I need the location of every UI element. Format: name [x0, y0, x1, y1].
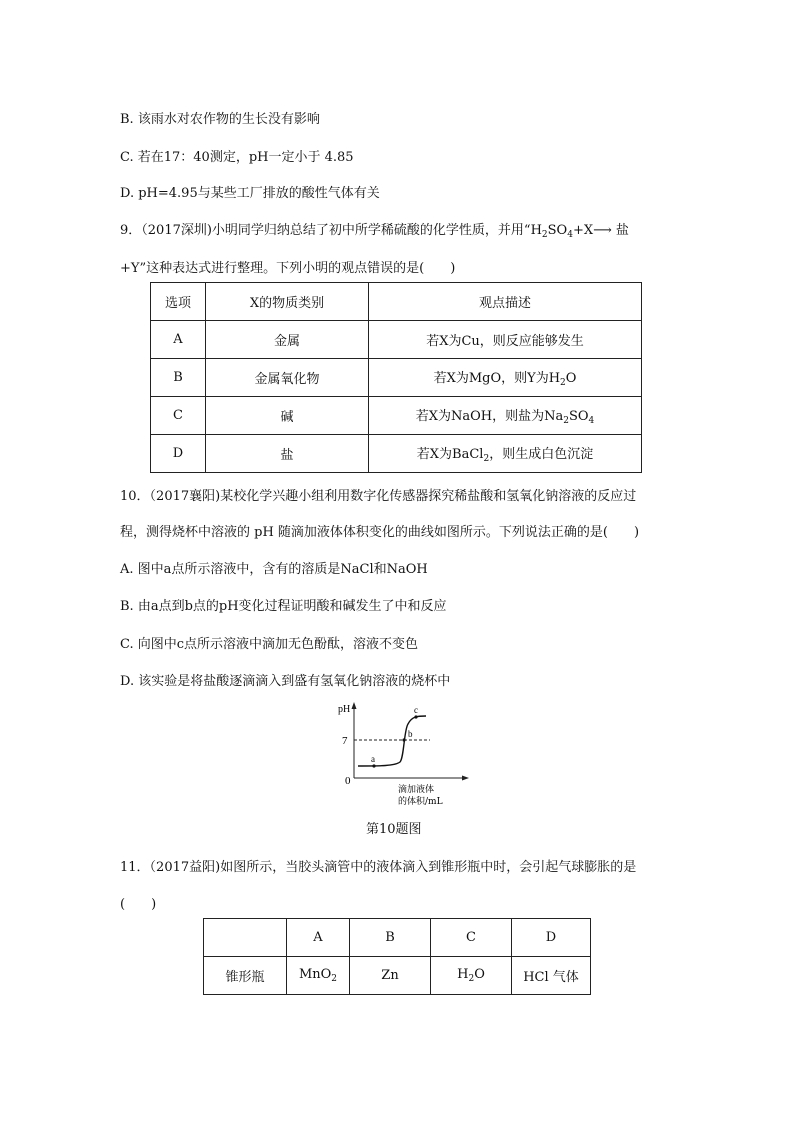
table-row: B 金属氧化物 若X为MgO，则Y为$H_2O$ — [151, 359, 642, 397]
ph-curve-figure — [330, 700, 470, 810]
header-option: 选项 — [151, 283, 206, 321]
option-q10-d: D. 该实验是将盐酸逐滴滴入到盛有氢氧化钠溶液的烧杯中 — [120, 674, 451, 689]
y-axis-arrow — [352, 702, 357, 709]
origin-label: 0 — [345, 775, 351, 787]
ph-curve — [358, 716, 426, 766]
point-a — [372, 764, 375, 767]
q10-stem-line1: 10．（2017襄阳)某校化学兴趣小组利用数字化传感器探究稀盐酸和氢氧化钠溶液的反应过 — [120, 489, 637, 504]
q9-stem-line1: 9．（2017深圳)小明同学归纳总结了初中所学稀硫酸的化学性质，并用“$H_2SO_4+X⟶$ 盐 — [120, 223, 629, 240]
label-c: c — [414, 705, 418, 715]
header-category: X的物质类别 — [206, 283, 369, 321]
q11-stem-line1: 11．（2017益阳)如图所示，当胶头滴管中的液体滴入到锥形瓶中时，会引起气球膨胀的是 — [120, 860, 637, 875]
point-c — [414, 715, 417, 718]
x-axis-label-1: 滴加液体 — [398, 785, 435, 795]
q10-stem-line2: 程，测得烧杯中溶液的 pH 随滴加液体体积变化的曲线如图所示。下列说法正确的是( ) — [120, 525, 640, 540]
option-q10-b: B. 由a点到b点的pH变化过程证明酸和碱发生了中和反应 — [120, 599, 447, 614]
label-b: b — [408, 729, 413, 739]
option-q10-c: C. 向图中c点所示溶液中滴加无色酚酞，溶液不变色 — [120, 637, 419, 652]
table-row: A 金属 若X为Cu，则反应能够发生 — [151, 321, 642, 359]
option-q8-b: B. 该雨水对农作物的生长没有影响 — [120, 112, 320, 127]
q9-stem-line2: +Y”这种表达式进行整理。下列小明的观点错误的是( ) — [120, 261, 456, 276]
option-q8-c: C. 若在17：40测定，pH一定小于 4.85 — [120, 150, 354, 165]
table-header-row — [151, 283, 642, 321]
x-axis-label-2: 的体积/mL — [398, 797, 443, 807]
q9-table — [150, 282, 642, 473]
figure-caption: 第10题图 — [366, 822, 422, 837]
label-a: a — [371, 754, 375, 764]
table-row: 锥形瓶 MnO$_2$ Zn $H_2O$ HCl 气体 — [204, 957, 591, 995]
q11-stem-line2: ( ) — [120, 897, 157, 912]
x-axis-arrow — [462, 776, 469, 781]
option-q10-a: A. 图中a点所示溶液中，含有的溶质是NaCl和NaOH — [120, 562, 428, 577]
q11-table — [203, 918, 591, 995]
option-q8-d: D. pH=4.95与某些工厂排放的酸性气体有关 — [120, 186, 380, 201]
y-tick-7: 7 — [342, 735, 348, 747]
table-row: C 碱 若X为NaOH，则盐为$Na_2SO_4$ — [151, 397, 642, 435]
header-description: 观点描述 — [369, 283, 642, 321]
y-axis-label: pH — [338, 704, 351, 715]
table-row: D 盐 若X为BaCl$_2$，则生成白色沉淀 — [151, 435, 642, 473]
table-header-row: A B C D — [204, 919, 591, 957]
point-b — [402, 738, 405, 741]
